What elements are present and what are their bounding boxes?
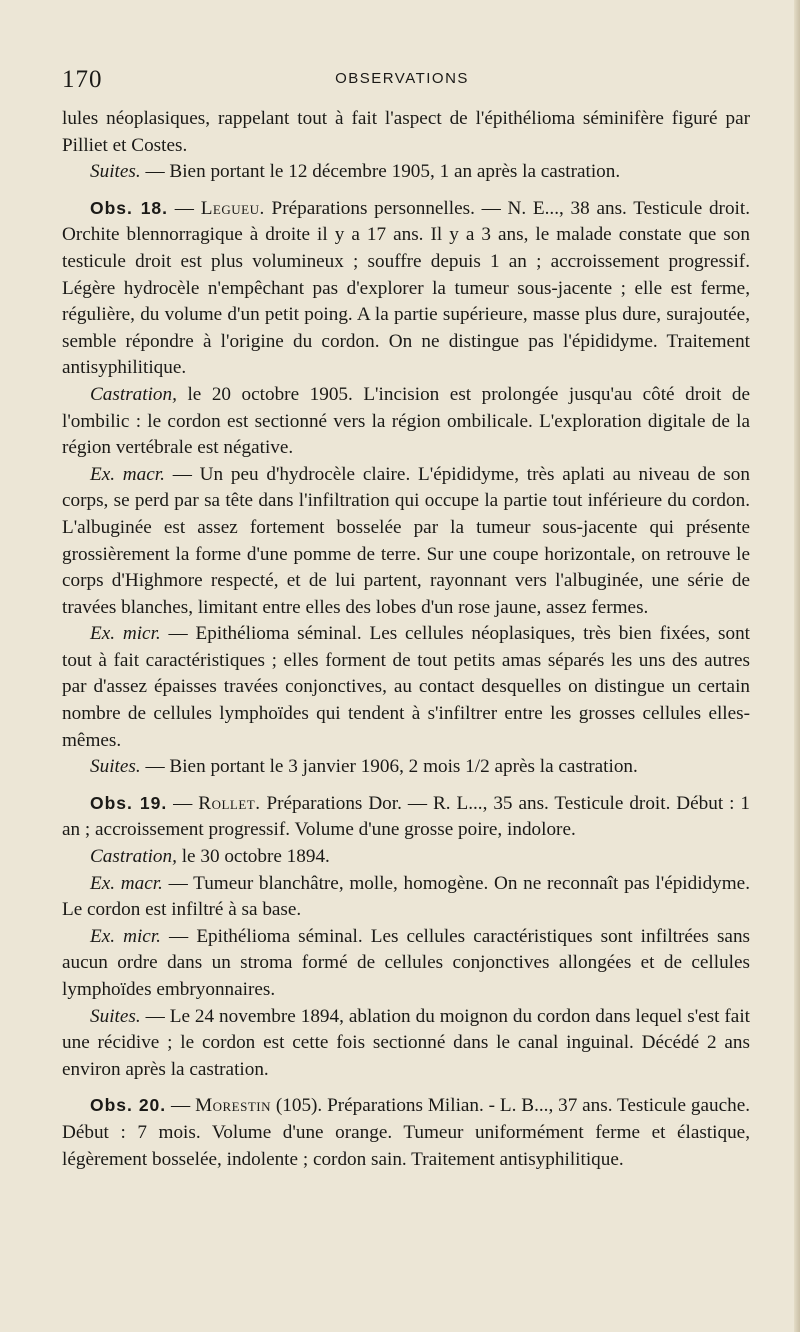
page-number: 170 [62,66,103,93]
obs-18-micr [62,621,750,754]
obs-author: Legueu. [200,197,265,219]
suites-label: Suites. [90,756,141,778]
obs-label: Obs. 18. [90,197,169,218]
obs-sep: — [167,792,199,814]
obs-20-heading [62,1092,750,1173]
suites-text: — Bien portant le 3 janvier 1906, 2 mois 1/2 après la castration. [140,756,638,778]
intro-paragraph: lules néoplasiques, rappelant tout à fait l'aspect de l'épithélioma séminifère figuré par Pilliet et Costes. [62,108,750,156]
micr-text: — Epithélioma séminal. Les cellules néoplasiques, très bien fixées, sont tout à fait caractéristiques ; elles forment de tout petits amas séparés les uns des autres par d'assez épaisses travées conjonctives, au contact desquelles on distingue un certain nombre de cellules lymphoïdes qui tendent à s'infiltrer entre les grosses cellules elles-mêmes. [62,623,750,751]
obs-label: Obs. 19. [90,792,168,813]
intro-suites [62,159,750,186]
obs-18-heading [62,195,750,382]
page-header [62,66,742,92]
castration-label: Castration, [90,846,177,868]
obs-text: Préparations Dor. — R. L..., 35 ans. Testicule droit. Début : 1 an ; accroissement progressif. Volume d'une grosse poire, indolore. [62,792,750,841]
obs-author: Morestin [195,1095,272,1117]
macr-label: Ex. macr. [90,872,163,894]
macr-label: Ex. macr. [90,463,165,485]
obs-19-heading [62,790,750,844]
suites-text: — Le 24 novembre 1894, ablation du moignon du cordon dans lequel s'est fait une récidive ; le cordon est cette fois sectionné dans le canal inguinal. Décédé 2 ans environ après la castration. [62,1005,750,1080]
obs-author: Rollet. [198,792,261,814]
macr-text: — Un peu d'hydrocèle claire. L'épididyme, très aplati au niveau de son corps, se perd par sa tête dans l'infiltration qui occupe la partie tout inférieure du cordon. L'albuginée est assez fortement bosselée par la tumeur sous-jacente qui présente grossièrement la forme d'une pomme de terre. Sur une coupe horizontale, on retrouve le corps d'Highmore respecté, et de lui partent, rayonnant vers l'albuginée, une série de travées blanches, limitant entre elles des lobes d'un rose jaune, assez fermes. [62,463,750,618]
micr-label: Ex. micr. [90,623,161,645]
suites-text: — Bien portant le 12 décembre 1905, 1 an après la castration. [140,161,621,183]
obs-18-suites [62,754,750,781]
obs-19-micr [62,924,750,1004]
suites-label: Suites. [90,161,141,183]
micr-label: Ex. micr. [90,925,161,947]
castration-text: le 30 octobre 1894. [176,846,330,868]
obs-text: Préparations personnelles. — N. E..., 38 ans. Testicule droit. Orchite blennorragique à droite il y a 17 ans. Il y a 3 ans, le malade constate que son testicule droit est plus volumineux ; souffre depuis 1 an ; accroissement progressif. Légère hydrocèle n'empêchant pas d'explorer la tumeur sous-jacente ; elle est ferme, régulière, du volume d'un petit poing. A la partie supérieure, masse plus dure, surajoutée, semble répondre à l'origine du cordon. On ne distingue pas l'épididyme. Traitement antisyphilitique. [62,197,750,379]
obs-19-macr [62,871,750,924]
obs-18-castration [62,382,750,462]
obs-text: (105). Préparations Milian. - L. B..., 37 ans. Testicule gauche. Début : 7 mois. Volume d'une orange. Tumeur uniformément ferme et élastique, légèrement bosselée, indolente ; cordon sain. Traitement antisyphilitique. [62,1095,751,1170]
castration-text: le 20 octobre 1905. L'incision est prolongée jusqu'au côté droit de l'ombilic : le cordon est sectionné vers la région ombilicale. L'exploration digitale de la région vertébrale est négative. [62,383,750,459]
micr-text: — Epithélioma séminal. Les cellules caractéristiques sont infiltrées sans aucun ordre dans un stroma formé de cellules conjonctives allongées et de cellules lymphoïdes embryonnaires. [62,925,751,1000]
castration-label: Castration, [90,383,177,405]
page-edge [794,0,800,1332]
obs-18-macr [62,462,750,622]
running-head: OBSERVATIONS [335,70,469,87]
macr-text: — Tumeur blanchâtre, molle, homogène. On ne reconnaît pas l'épididyme. Le cordon est infiltré à sa base. [62,872,750,921]
obs-label: Obs. 20. [90,1095,167,1116]
suites-label: Suites. [90,1005,141,1027]
page-body [62,106,750,1173]
obs-19-suites [62,1004,750,1084]
obs-sep: — [168,197,201,219]
obs-19-castration [62,844,750,871]
obs-sep: — [166,1095,196,1117]
